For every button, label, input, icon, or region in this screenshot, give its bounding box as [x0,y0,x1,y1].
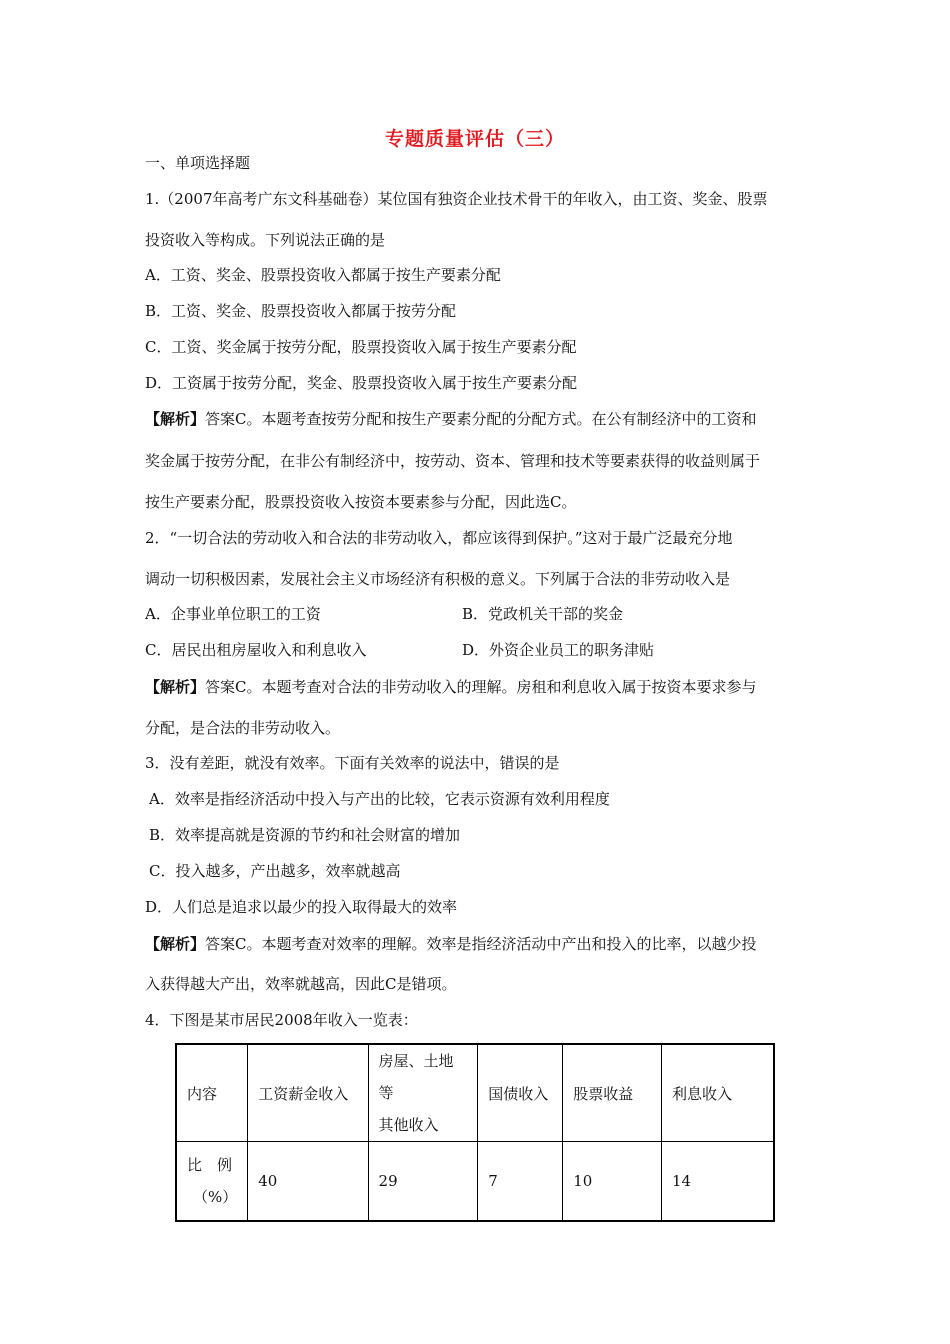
table-cell: 7 [478,1142,563,1222]
row-label-cell [176,1142,248,1222]
q2-analysis-text: 答案C。本题考查对合法的非劳动收入的理解。房租和利息收入属于按资本要求参与 [205,678,757,696]
q1-analysis-line1 [145,409,757,429]
q3-analysis-text: 答案C。本题考查对效率的理解。效率是指经济活动中产出和投入的比率，以越少投 [205,935,757,953]
q1-stem-line1: 1.（2007年高考广东文科基础卷）某位国有独资企业技术骨干的年收入，由工资、奖金、股票 [145,190,768,208]
q1-option-a: A．工资、奖金、股票投资收入都属于按生产要素分配 [145,266,501,284]
analysis-tag: 【解析】 [145,935,206,953]
q3-analysis-line2: 入获得越大产出，效率就越高，因此C是错项。 [145,975,457,993]
table-row [176,1142,774,1222]
q1-stem-line2: 投资收入等构成。下列说法正确的是 [145,231,386,249]
q1-option-c: C．工资、奖金属于按劳分配，股票投资收入属于按生产要素分配 [145,338,577,356]
header-cell-line: 其他收入 [378,1116,439,1134]
q1-option-b: B．工资、奖金、股票投资收入都属于按劳分配 [145,302,457,320]
q4-stem: 4．下图是某市居民2008年收入一览表： [145,1011,418,1029]
analysis-tag: 【解析】 [145,678,206,696]
header-cell: 股票收益 [563,1044,662,1142]
header-cell: 工资薪金收入 [248,1044,368,1142]
q1-analysis-line3: 按生产要素分配，股票投资收入按资本要素参与分配，因此选C。 [145,493,577,511]
q2-analysis-line1 [145,677,757,697]
q3-analysis-line1 [145,934,757,954]
row-label-line: 比 例 [187,1156,233,1174]
q2-option-a: A．企事业单位职工的工资 [145,605,321,623]
table-header-row [176,1044,774,1142]
q3-option-d: D．人们总是追求以最少的投入取得最大的效率 [145,898,458,916]
q2-option-c: C．居民出租房屋收入和利息收入 [145,641,367,659]
header-cell: 国债收入 [478,1044,563,1142]
q3-option-a: A．效率是指经济活动中投入与产出的比较，它表示资源有效利用程度 [149,790,610,808]
q1-analysis-text: 答案C。本题考查按劳分配和按生产要素分配的分配方式。在公有制经济中的工资和 [205,410,757,428]
table-cell: 29 [368,1142,478,1222]
q2-option-b: B．党政机关干部的奖金 [462,605,624,623]
header-cell [368,1044,478,1142]
analysis-tag: 【解析】 [145,410,206,428]
table-cell: 10 [563,1142,662,1222]
q1-option-d: D．工资属于按劳分配，奖金、股票投资收入属于按生产要素分配 [145,374,578,392]
q3-option-c: C．投入越多，产出越多，效率就越高 [149,862,401,880]
header-cell: 内容 [176,1044,248,1142]
q2-option-d: D．外资企业员工的职务津贴 [462,641,655,659]
income-table [175,1043,775,1222]
header-cell-line: 房屋、土地等 [378,1052,454,1102]
q3-option-b: B．效率提高就是资源的节约和社会财富的增加 [149,826,461,844]
q1-analysis-line2: 奖金属于按劳分配，在非公有制经济中，按劳动、资本、管理和技术等要素获得的收益则属于 [145,452,761,470]
table-cell: 40 [248,1142,368,1222]
q3-stem: 3．没有差距，就没有效率。下面有关效率的说法中，错误的是 [145,754,560,772]
row-label-line: （%） [193,1188,238,1206]
q2-stem-line1: 2．“一切合法的劳动收入和合法的非劳动收入，都应该得到保护。”这对于最广泛最充分地 [145,529,733,547]
table-cell: 14 [662,1142,775,1222]
q2-stem-line2: 调动一切积极因素，发展社会主义市场经济有积极的意义。下列属于合法的非劳动收入是 [145,570,731,588]
section-heading: 一、单项选择题 [145,154,251,172]
header-cell: 利息收入 [662,1044,775,1142]
q2-analysis-line2: 分配，是合法的非劳动收入。 [145,719,341,737]
page-title: 专题质量评估（三） [384,128,565,150]
